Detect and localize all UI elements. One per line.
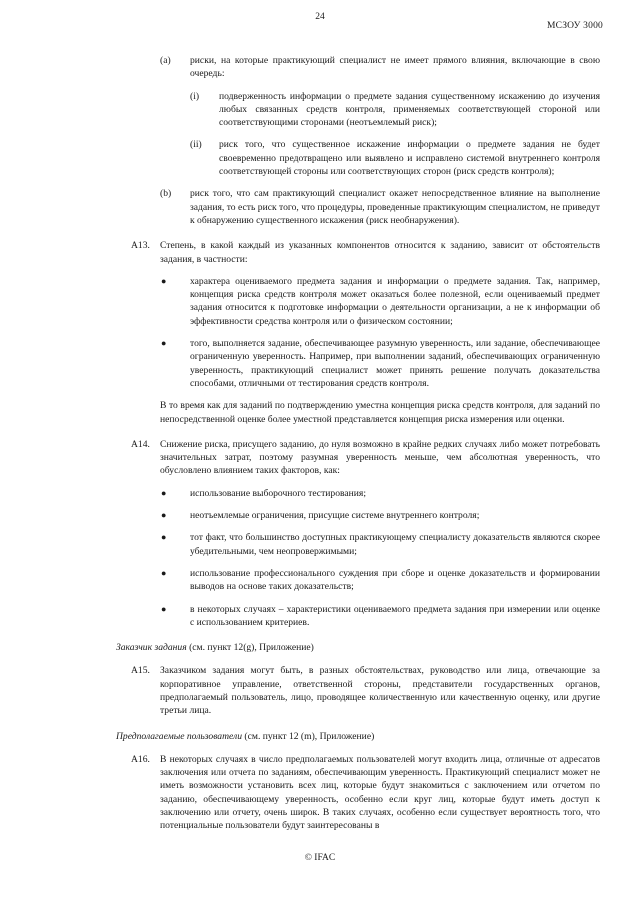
heading-ref: (см. пункт 12 (m), Приложение) <box>242 730 375 742</box>
bullet-item <box>0 337 640 390</box>
bullet-icon: ● <box>161 603 167 614</box>
bullet-text: характера оцениваемого предмета задания и информации о предмете задания. Так, например, концепция риска средств контроля может оказаться более полезной, если оцениваемый предмет задания относится к подготовке информации о деятельности организации, а не к информации об эффективности средства контроля или о физическом состоянии; <box>190 275 600 327</box>
item-label: (b) <box>160 188 172 200</box>
bullet-item <box>0 531 640 558</box>
bullet-text: того, выполняется задание, обеспечивающее разумную уверенность, или задание, обеспечивающее ограниченную уверенность. Например, при выполнении заданий, обеспечивающих ограниченную уверенность, практикующий специалист может принять решение получать доказательства способами, отличными от тестирования средств контроля. <box>190 338 600 389</box>
section-heading-users <box>116 730 640 743</box>
footer-copyright: © IFAC <box>304 853 336 863</box>
bullet-icon: ● <box>161 532 167 543</box>
paragraph-a13 <box>0 239 640 266</box>
paragraph-label: A13. <box>131 240 150 252</box>
bullet-icon: ● <box>161 567 167 578</box>
bullet-text: использование выборочного тестирования; <box>190 487 366 499</box>
section-heading-client <box>116 641 640 654</box>
bullet-icon: ● <box>161 338 167 349</box>
bullet-item <box>0 509 640 522</box>
paragraph-intro: Снижение риска, присущего заданию, до нуля возможно в крайне редких случаях либо может потребовать значительных затрат, поэтому разумная уверенность меньше, чем абсолютная уверенность, что обусловлено влиянием таких факторов, как: <box>160 438 600 477</box>
heading-title: Заказчик задания <box>116 642 187 654</box>
item-label: (ii) <box>190 139 202 151</box>
paragraph-label: A14. <box>131 438 150 450</box>
paragraph-text: В некоторых случаях в число предполагаемых пользователей могут входить лица, отличные от адресатов заключения или отчета по заданиям, обеспечивающим уверенность. Практикующий специалист может не иметь возможности установить всех лиц, которые будут знакомиться с заключением или отчетом по заданию, обеспечивающему уверенность, особенно если круг лиц, которые будут иметь доступ к заключению или отчету, очень широк. В таких случаях, особенно если существует вероятность того, что потенциальные пользователи будут заинтересованы в <box>160 753 600 832</box>
list-item-ii <box>0 138 640 178</box>
standard-code: МСЗОУ 3000 <box>547 21 603 31</box>
paragraph-closing <box>0 399 640 426</box>
paragraph-text: Заказчиком задания могут быть, в разных обстоятельствах, руководство или лица, отвечающие за корпоративное управление, ответственной стороны, представители государственных органов, предполагаемый пользователь, лицо, проводящее количественную или качественную оценку, или другие третьи лица. <box>160 665 600 717</box>
bullet-text: в некоторых случаях – характеристики оцениваемого предмета задания при измерении или оценке с использованием критериев. <box>190 603 600 628</box>
bullet-item <box>0 487 640 500</box>
paragraph-a16 <box>0 753 640 833</box>
closing-text: В то время как для заданий по подтверждению уместна концепция риска средств контроля, для заданий по непосредственной оценке более уместной представляется концепция риска измерения или оценки. <box>160 400 600 425</box>
bullet-item <box>0 275 640 328</box>
paragraph-a14 <box>0 438 640 478</box>
bullet-text: использование профессионального суждения при сборе и оценке доказательств и формировании выводов на основе таких доказательств; <box>190 567 600 593</box>
bullet-text: тот факт, что большинство доступных практикующему специалисту доказательств являются скорее убедительными, чем неопровержимыми; <box>190 532 600 557</box>
bullet-item <box>0 603 640 630</box>
page-body <box>0 54 640 833</box>
bullet-icon: ● <box>161 487 167 498</box>
paragraph-label: A15. <box>131 665 150 677</box>
paragraph-a15 <box>0 664 640 717</box>
item-label: (i) <box>190 90 200 102</box>
item-text: риски, на которые практикующий специалист не имеет прямого влияния, включающие в свою очередь: <box>190 55 600 80</box>
list-item-b <box>0 187 640 227</box>
item-text: риск того, что сам практикующий специалист окажет непосредственное влияние на выполнение задания, то есть риск того, что процедуры, проведенные практикующим специалистом, не приведут к обнаружению существенного искажения (риск необнаружения). <box>190 188 600 226</box>
list-item-i <box>0 90 640 130</box>
bullet-text: неотъемлемые ограничения, присущие системе внутреннего контроля; <box>190 510 480 522</box>
item-text: подверженность информации о предмете задания существенному искажению до изучения любых связанных средств контроля, применяемых соответствующей стороной или соответствующими сторонами (неотъемлемый риск); <box>219 90 600 129</box>
bullet-icon: ● <box>161 275 167 286</box>
heading-title: Предполагаемые пользователи <box>116 730 243 742</box>
bullet-item <box>0 567 640 594</box>
page-number: 24 <box>315 12 325 22</box>
list-item-a <box>0 54 640 81</box>
paragraph-intro: Степень, в какой каждый из указанных компонентов относится к заданию, зависит от обстоятельств задания, в частности: <box>160 240 600 265</box>
paragraph-label: A16. <box>131 753 150 765</box>
bullet-icon: ● <box>161 510 167 521</box>
heading-ref: (см. пункт 12(g), Приложение) <box>186 642 314 654</box>
item-label: (a) <box>160 55 171 66</box>
item-text: риск того, что существенное искажение информации о предмете задания не будет своевременно предотвращено или выявлено и исправлено системой внутреннего контроля соответствующей стороны или соответствующих сторон (риск средств контроля); <box>219 139 600 178</box>
